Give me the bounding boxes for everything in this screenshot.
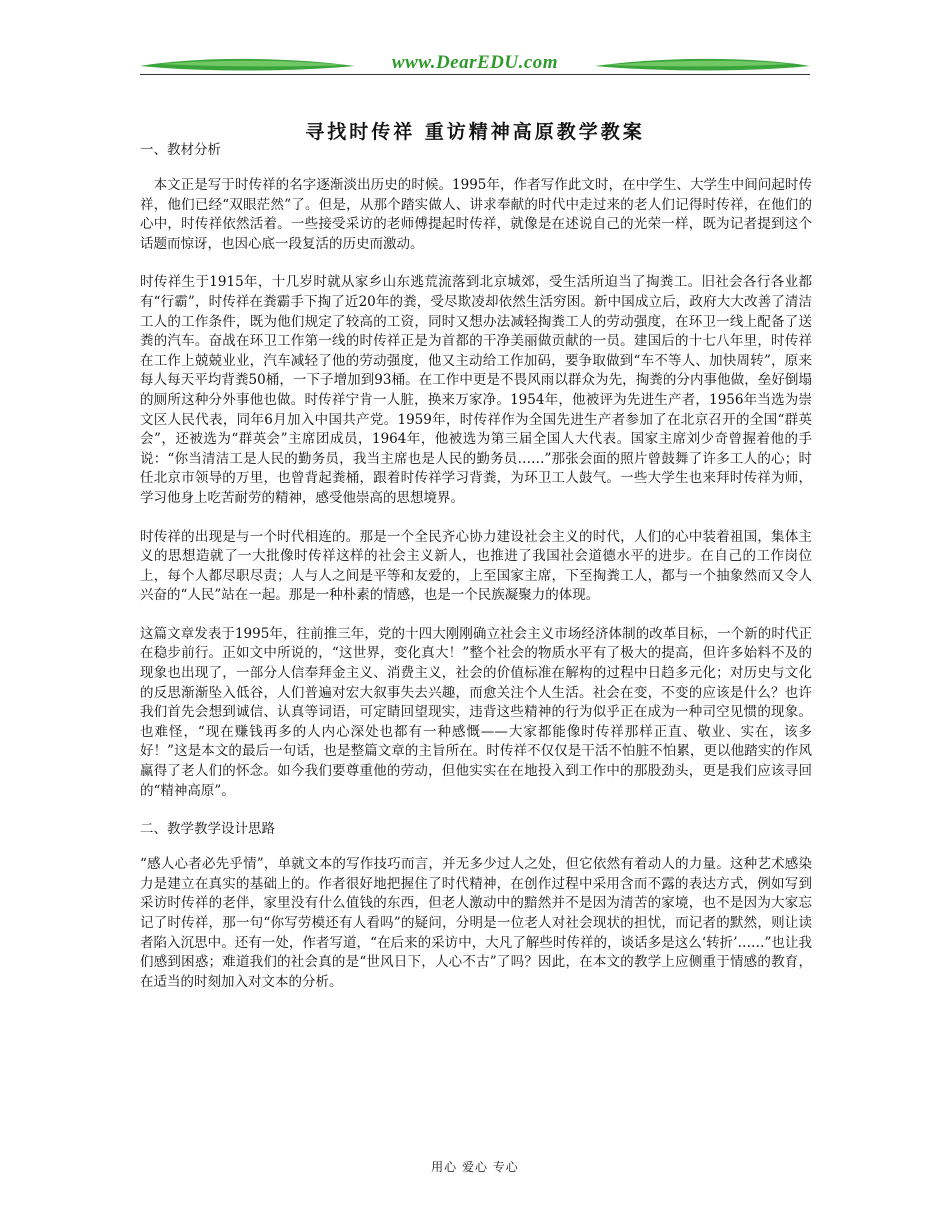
page-footer: 用心 爱心 专心 xyxy=(431,1160,519,1174)
section-heading-design: 二、教学教学设计思路 xyxy=(140,821,275,838)
paragraph: 本文正是写于时传祥的名字逐渐淡出历史的时候。1995年，作者写作此文时，在中学生、大学生中间问起时传祥，他们已经“双眼茫然”了。但是，从那个踏实做人、讲求奉献的时代中走过来的老人们记得时传祥，在他们的心中，时传祥依然活着。一些接受采访的老师傅提起时传祥，就像是在述说自己的光荣一样，既为记者提到这个话题而惊讶，也因心底一段复活的历史而激动。 xyxy=(140,177,812,252)
logo-text: www.DearEDU.com xyxy=(391,52,559,73)
paragraph: 时传祥的出现是与一个时代相连的。那是一个全民齐心协力建设社会主义的时代，人们的心中装着祖国，集体主义的思想造就了一大批像时传祥这样的社会主义新人，也推进了我国社会道德水平的进步。在自己的工作岗位上，每个人都尽职尽责；人与人之间是平等和友爱的，上至国家主席，下至掏粪工人，都与一个抽象然而又令人兴奋的“人民”站在一起。那是一种朴素的情感，也是一个民族凝聚力的体现。 xyxy=(140,528,812,604)
document-title: 寻找时传祥 重访精神高原教学教案 xyxy=(305,121,645,143)
document-body xyxy=(140,140,812,992)
paragraph: “感人心者必先乎情”，单就文本的写作技巧而言，并无多少过人之处，但它依然有着动人的力量。这种艺术感染力是建立在真实的基础上的。作者很好地把握住了时代精神，在创作过程中采用含而不露的表达方式，例如写到采访时传祥的老伴，家里没有什么值钱的东西，但老人激动中的黯然并不是因为清苦的家境，也不是因为大家忘记了时传祥，那一句“你写劳模还有人看吗”的疑问，分明是一位老人对社会现状的担忧，而记者的默然，则让读者陷入沉思中。还有一处，作者写道，“在后来的采访中，大凡了解些时传祥的，谈话多是这么‘转折’……”也让我们感到困惑；难道我们的社会真的是“世风日下，人心不古”了吗？因此，在本文的教学上应侧重于情感的教育，在适当的时刻加入对文本的分析。 xyxy=(140,856,812,990)
paragraph: 这篇文章发表于1995年，往前推三年，党的十四大刚刚确立社会主义市场经济体制的改革目标，一个新的时代正在稳步前行。正如文中所说的，“这世界，变化真大！”整个社会的物质水平有了极大的提高，但许多始料不及的现象也出现了，一部分人信奉拜金主义、消费主义，社会的价值标准在解构的过程中日趋多元化；对历史与文化的反思渐渐坠入低谷，人们普遍对宏大叙事失去兴趣，而愈关注个人生活。社会在变，不变的应该是什么？也许我们首先会想到诚信、认真等词语，可定睛回望现实，违背这些精神的行为似乎正在成为一种司空见惯的现象。也难怪，“现在赚钱再多的人内心深处也都有一种感慨——大家都能像时传祥那样正直、敬业、实在，该多好！”这是本文的最后一句话，也是整篇文章的主旨所在。时传祥不仅仅是干活不怕脏不怕累，更以他踏实的作风赢得了老人们的怀念。如今我们要尊重他的劳动，但他实实在在地投入到工作中的那股劲头，更是我们应该寻回的“精神高原”。 xyxy=(140,625,812,799)
header-divider xyxy=(140,74,810,75)
section-heading-analysis: 一、教材分析 xyxy=(140,142,221,158)
paragraph: 时传祥生于1915年，十几岁时就从家乡山东逃荒流落到北京城郊，受生活所迫当了掏粪工。旧社会各行各业都有“行霸”，时传祥在粪霸手下掏了近20年的粪，受尽欺凌却依然生活穷困。新中国成立后，政府大大改善了清洁工人的工作条件，既为他们规定了较高的工资，同时又想办法减轻掏粪工人的劳动强度，在环卫一线上配备了送粪的汽车。奋战在环卫工作第一线的时传祥正是为首都的干净美丽做贡献的一员。建国后的十七八年里，时传祥在工作上兢兢业业，汽车减轻了他的劳动强度，他又主动给工作加码，要争取做到“车不等人、加快周转”，原来每人每天平均背粪50桶，一下子增加到93桶。在工作中更是不畏风雨以群众为先，掏粪的分内事他做，垒好倒塌的厕所这种分外事他也做。时传祥宁肯一人脏，换来万家净。1954年，他被评为先进生产者，1956年当选为崇文区人民代表，同年6月加入中国共产党。1959年，时传祥作为全国先进生产者参加了在北京召开的全国“群英会”，还被选为“群英会”主席团成员，1964年，他被选为第三届全国人大代表。国家主席刘少奇曾握着他的手说：“你当清洁工是人民的勤务员，我当主席也是人民的勤务员……”那张会面的照片曾鼓舞了许多工人的心；时任北京市领导的万里，也曾背起粪桶，跟着时传祥学习背粪，为环卫工人鼓气。一些大学生也来拜时传祥为师，学习他身上吃苦耐劳的精神，感受他崇高的思想境界。 xyxy=(140,274,812,506)
